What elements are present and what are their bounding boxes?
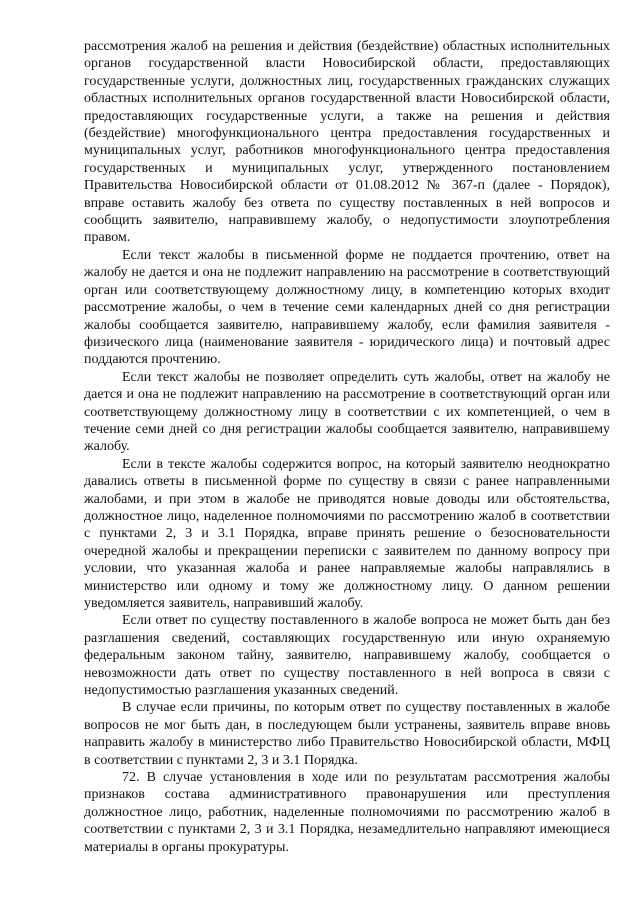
paragraph-continuation: рассмотрения жалоб на решения и действия (бездействие) областных исполнительных органов государственной власти Новосибирской области, предоставляющих государственные услуги, должностных лиц, государственных гражданских служащих областных исполнительных органов государственной власти Новосибирской области, предоставляющих государственные услуги, а также на решения и действия (бездействие) многофункционального центра предоставления государственных и муниципальных услуг, работников многофункционального центра предоставления государственных и муниципальных услуг, утвержденного постановлением Правительства Новосибирской области от 01.08.2012 № 367-п (далее - Порядок), вправе оставить жалобу без ответа по существу поставленных в ней вопросов и сообщить заявителю, направившему жалобу, о недопустимости злоупотребления правом. [84,39,610,246]
paragraph-unreadable-text: Если текст жалобы в письменной форме не поддается прочтению, ответ на жалобу не дается и она не подлежит направлению на рассмотрение в соответствующий орган или соответствующему должностному лицу, в компетенцию которых входит рассмотрение жалобы, о чем в течение семи календарных дней со дня регистрации жалобы сообщается заявителю, направившему жалобу, если фамилия заявителя - физического лица (наименование заявителя - юридического лица) и почтовый адрес поддаются прочтению. [84,247,610,368]
paragraph-state-secret: Если ответ по существу поставленного в жалобе вопроса не может быть дан без разглашения сведений, составляющих государственную или иную охраняемую федеральным законом тайну, заявителю, направившему жалобу, сообщается о невозможности дать ответ по существу поставленного в ней вопроса в связи с недопустимостью разглашения указанных сведений. [84,613,610,699]
paragraph-repeated-question: Если в тексте жалобы содержится вопрос, на который заявителю неоднократно давались ответы в письменной форме по существу в связи с ранее направленными жалобами, и при этом в жалобе не приводятся новые доводы или обстоятельства, должностное лицо, наделенное полномочиями по рассмотрению жалоб в соответствии с пунктами 2, 3 и 3.1 Порядка, вправе принять решение о безосновательности очередной жалобы и прекращении переписки с заявителем по данному вопросу при условии, что указанная жалоба и ранее направляемые жалобы направлялись в министерство или одному и тому же должностному лицу. О данном решении уведомляется заявитель, направивший жалобу. [84,456,610,611]
paragraph-item-72: 72. В случае установления в ходе или по результатам рассмотрения жалобы признаков состава административного правонарушения или преступления должностное лицо, работник, наделенные полномочиями по рассмотрению жалоб в соответствии с пунктами 2, 3 и 3.1 Порядка, незамедлительно направляют имеющиеся материалы в органы прокуратуры. [84,770,610,855]
paragraph-undeterminable-essence: Если текст жалобы не позволяет определить суть жалобы, ответ на жалобу не дается и она не подлежит направлению на рассмотрение в соответствующий орган или соответствующему должностному лицу в соответствии с их компетенцией, о чем в течение семи дней со дня регистрации жалобы сообщается заявителю, направившему жалобу. [84,369,610,455]
paragraph-reasons-eliminated: В случае если причины, по которым ответ по существу поставленных в жалобе вопросов не мог быть дан, в последующем были устранены, заявитель вправе вновь направить жалобу в министерство либо Правительство Новосибирской области, МФЦ в соответствии с пунктами 2, 3 и 3.1 Порядка. [84,700,610,768]
